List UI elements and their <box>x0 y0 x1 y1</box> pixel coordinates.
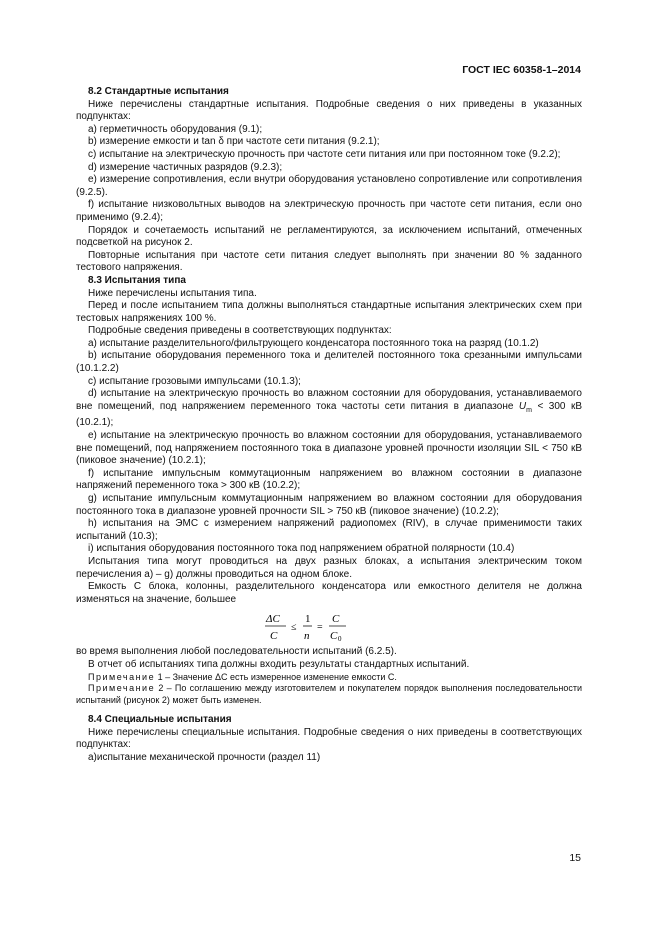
paragraph: Испытания типа могут проводиться на двух разных блоках, а испытания электрическим током перечисления а) – g) должны проводиться на одном блоке. <box>76 555 582 580</box>
list-item: c) испытание грозовыми импульсами (10.1.3); <box>88 375 301 387</box>
item-d-end: < 300 кВ (10.2.1); <box>76 400 582 429</box>
list-item: c) испытание на электрическую прочность при частоте сети питания или при постоянном токе (9.2.2); <box>88 148 561 160</box>
capacitance-formula <box>76 610 582 644</box>
list-item: h) испытания на ЭМС с измерением напряжений радиопомех (RIV), в случае применимости таких испытаний (10.3); <box>76 518 582 542</box>
note-2 <box>76 683 582 706</box>
page-number: 15 <box>569 852 581 864</box>
formula-eq: = <box>317 622 323 634</box>
formula-n: n <box>304 630 310 643</box>
note-1 <box>76 672 582 684</box>
list-item: e) испытание на электрическую прочность во влажном состоянии для оборудования, устанавливаемого вне помещений, под напряжением постоянного тока в диапазоне уровней прочности изоляции SIL < 750 кВ (пиковое значение) (10.2.1); <box>76 430 582 467</box>
paragraph: Ниже перечислены испытания типа. <box>88 287 257 299</box>
paragraph: Порядок и сочетаемость испытаний не регламентируются, за исключением испытаний, отмеченных подсветкой на рисунок 2. <box>76 224 582 249</box>
list-item: а) испытание разделительного/фильтрующего конденсатора постоянного тока на разряд (10.1.2) <box>88 337 539 349</box>
item-d-text: d) испытание на электрическую прочность во влажном состоянии для оборудования, устанавливаемого вне помещений, под напряжением переменного тока частоты сети питания в диапазоне <box>76 388 582 412</box>
formula-dc: ΔC <box>266 613 280 626</box>
list-item: g) испытание импульсным коммутационным напряжением во влажном состоянии для оборудования постоянного тока в диапазоне уровней прочности SIL > 750 кВ (пиковое значение) (10.2.2); <box>76 493 582 517</box>
paragraph: Подробные сведения приведены в соответствующих подпунктах: <box>88 325 392 337</box>
note-label: Примечание <box>88 671 156 682</box>
um-subscript: m <box>526 406 532 414</box>
paragraph: Ниже перечислены стандартные испытания. Подробные сведения о них приведены в указанных подпунктах: <box>76 98 582 123</box>
list-item: b) измерение емкости и tan δ при частоте сети питания (9.2.1); <box>88 136 380 148</box>
list-item <box>76 388 582 430</box>
formula-le: ≤ <box>291 622 297 634</box>
note-text: 2 – По соглашению между изготовителем и покупателем порядок выполнения последовательности испытаний (рисунок 2) может быть изменен. <box>76 683 582 705</box>
list-item: а) герметичность оборудования (9.1); <box>88 123 263 135</box>
paragraph: Перед и после испытанием типа должны выполняться стандартные испытания электрических схем при тестовых напряжениях 100 %. <box>76 300 582 324</box>
note-label: Примечание <box>88 683 156 694</box>
paragraph: Ниже перечислены специальные испытания. Подробные сведения о них приведены в соответствующих подпунктах: <box>76 726 582 751</box>
standard-header: ГОСТ IEC 60358-1–2014 <box>462 64 581 76</box>
formula-svg <box>264 610 384 644</box>
formula-c: C <box>270 630 278 643</box>
formula-c-num: C <box>332 613 340 626</box>
page-content <box>76 86 582 764</box>
list-item: d) измерение частичных разрядов (9.2.3); <box>88 161 283 173</box>
list-item: f) испытание низковольтных выводов на электрическую прочность при частоте сети питания, если оно применимо (9.2.4); <box>76 199 582 223</box>
paragraph: во время выполнения любой последовательности испытаний (6.2.5). <box>76 646 397 658</box>
paragraph: Емкость C блока, колонны, разделительного конденсатора или емкостного делителя не должна изменяться на значение, большее <box>76 581 582 605</box>
list-item: f) испытание импульсным коммутационным напряжением во влажном состоянии в диапазоне напряжений переменного тока > 300 кВ (10.2.2); <box>76 467 582 492</box>
section-heading-8-2: 8.2 Стандартные испытания <box>88 86 229 97</box>
formula-one: 1 <box>305 613 311 626</box>
list-item: e) измерение сопротивления, если внутри оборудования установлено сопротивление или сопротивления (9.2.5). <box>76 174 582 198</box>
note-text: 1 – Значение ΔC есть измеренное изменение емкости C. <box>155 671 397 682</box>
paragraph: Повторные испытания при частоте сети питания следует выполнять при значении 80 % заданного тестового напряжения. <box>76 249 582 274</box>
list-item: а)испытание механической прочности (раздел 11) <box>88 751 321 763</box>
section-heading-8-4: 8.4 Специальные испытания <box>88 714 232 726</box>
list-item: b) испытание оборудования переменного тока и делителей постоянного тока срезанными импульсами (10.1.2.2) <box>76 350 582 375</box>
um-symbol: U <box>518 400 527 412</box>
paragraph: В отчет об испытаниях типа должны входить результаты стандартных испытаний. <box>88 658 470 670</box>
formula-c0: C <box>330 630 338 643</box>
section-heading-8-3: 8.3 Испытания типа <box>88 274 186 286</box>
list-item: i) испытания оборудования постоянного тока под напряжением обратной полярности (10.4) <box>88 543 515 555</box>
formula-sub0: 0 <box>338 635 342 644</box>
